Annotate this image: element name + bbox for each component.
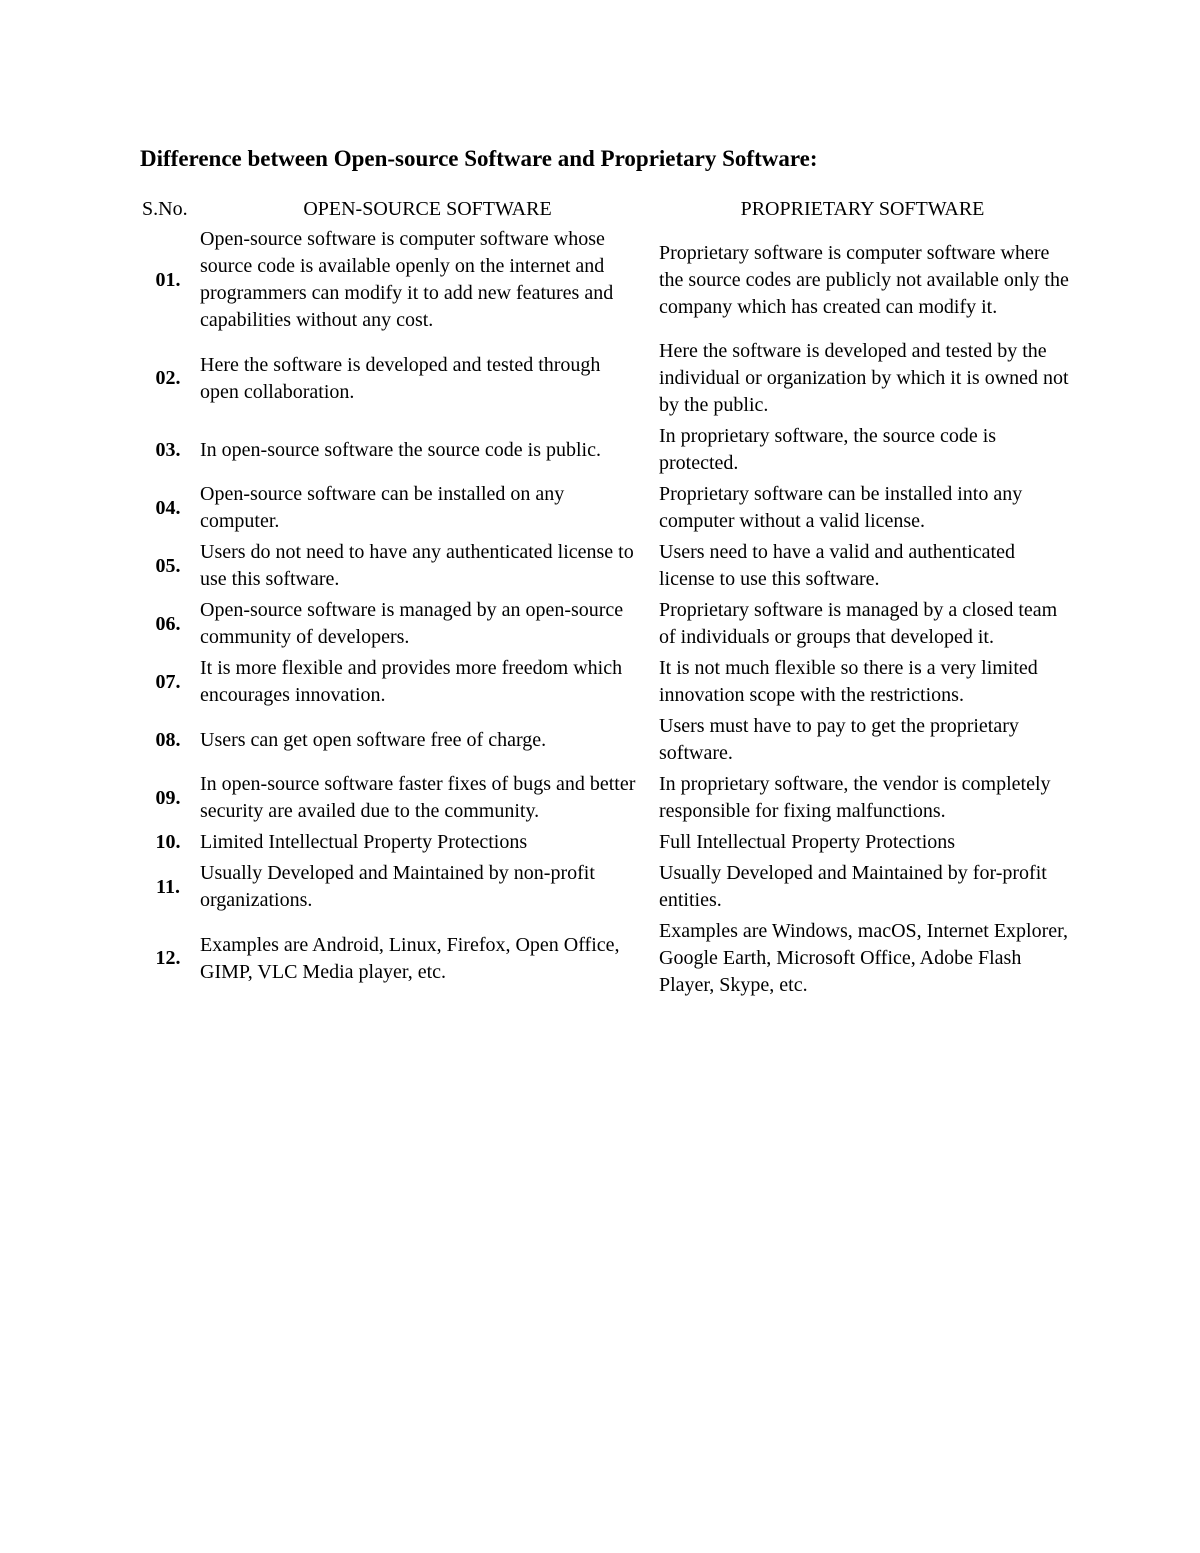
row-proprietary: Examples are Windows, macOS, Internet Explorer, Google Earth, Microsoft Office, Adobe Flash Player, Skype, etc. — [659, 920, 1069, 996]
row-open-source: Here the software is developed and tested through open collaboration. — [200, 353, 601, 403]
row-sno: 08. — [155, 728, 181, 751]
header-sno: S.No. — [142, 198, 188, 220]
row-sno: 10. — [155, 831, 181, 853]
table-header-row — [140, 196, 1070, 224]
comparison-table — [140, 196, 1070, 1001]
row-open-source: Open-source software is managed by an open-source community of developers. — [200, 599, 624, 648]
row-proprietary: Here the software is developed and tested by the individual or organization by which it is owned not by the public. — [659, 340, 1069, 416]
row-open-source: Limited Intellectual Property Protections — [200, 831, 528, 853]
row-proprietary: Proprietary software is managed by a closed team of individuals or groups that developed it. — [659, 599, 1058, 648]
header-proprietary: PROPRIETARY SOFTWARE — [740, 198, 985, 220]
row-open-source: In open-source software the source code is public. — [200, 438, 601, 461]
row-open-source: Usually Developed and Maintained by non-profit organizations. — [200, 862, 595, 911]
row-open-source: Users can get open software free of charge. — [200, 728, 547, 751]
row-sno: 03. — [155, 438, 181, 461]
row-sno: 02. — [155, 367, 181, 389]
table-row — [140, 421, 1070, 479]
table-row — [140, 858, 1070, 916]
table-row — [140, 916, 1070, 1001]
row-proprietary: It is not much flexible so there is a very limited innovation scope with the restrictions. — [659, 657, 1038, 706]
row-proprietary: In proprietary software, the vendor is completely responsible for fixing malfunctions. — [659, 773, 1051, 822]
row-sno: 09. — [155, 786, 181, 809]
row-proprietary: Users must have to pay to get the proprietary software. — [659, 715, 1019, 764]
table-row — [140, 479, 1070, 537]
row-sno: 06. — [155, 612, 181, 635]
table-row — [140, 595, 1070, 653]
row-proprietary: Proprietary software is computer software where the source codes are publicly not available only the company which has created can modify it. — [659, 241, 1069, 318]
row-proprietary: Users need to have a valid and authenticated license to use this software. — [659, 541, 1015, 590]
document-page — [140, 140, 1080, 1001]
table-row — [140, 769, 1070, 827]
row-open-source: Open-source software can be installed on any computer. — [200, 483, 565, 532]
row-proprietary: Usually Developed and Maintained by for-profit entities. — [659, 862, 1047, 911]
row-sno: 07. — [155, 670, 181, 693]
row-open-source: Open-source software is computer software whose source code is available openly on the internet and programmers can modify it to add new features and capabilities without any cost. — [200, 228, 614, 331]
row-open-source: In open-source software faster fixes of bugs and better security are availed due to the community. — [200, 773, 636, 822]
row-sno: 11. — [156, 875, 180, 898]
row-open-source: Users do not need to have any authenticated license to use this software. — [200, 541, 634, 590]
row-proprietary: Full Intellectual Property Protections — [659, 831, 956, 853]
table-row — [140, 711, 1070, 769]
header-open-source: OPEN-SOURCE SOFTWARE — [303, 198, 552, 220]
row-open-source: It is more flexible and provides more freedom which encourages innovation. — [200, 657, 623, 706]
row-proprietary: Proprietary software can be installed into any computer without a valid license. — [659, 483, 1023, 532]
row-proprietary: In proprietary software, the source code is protected. — [659, 425, 997, 474]
table-row — [140, 224, 1070, 336]
table-row — [140, 336, 1070, 421]
row-sno: 01. — [155, 268, 181, 291]
row-sno: 12. — [155, 947, 181, 969]
row-sno: 04. — [155, 496, 181, 519]
table-row — [140, 537, 1070, 595]
row-sno: 05. — [155, 554, 181, 577]
row-open-source: Examples are Android, Linux, Firefox, Open Office, GIMP, VLC Media player, etc. — [200, 933, 620, 983]
table-row — [140, 653, 1070, 711]
table-row — [140, 827, 1070, 858]
page-title: Difference between Open-source Software and Proprietary Software: — [140, 146, 818, 171]
